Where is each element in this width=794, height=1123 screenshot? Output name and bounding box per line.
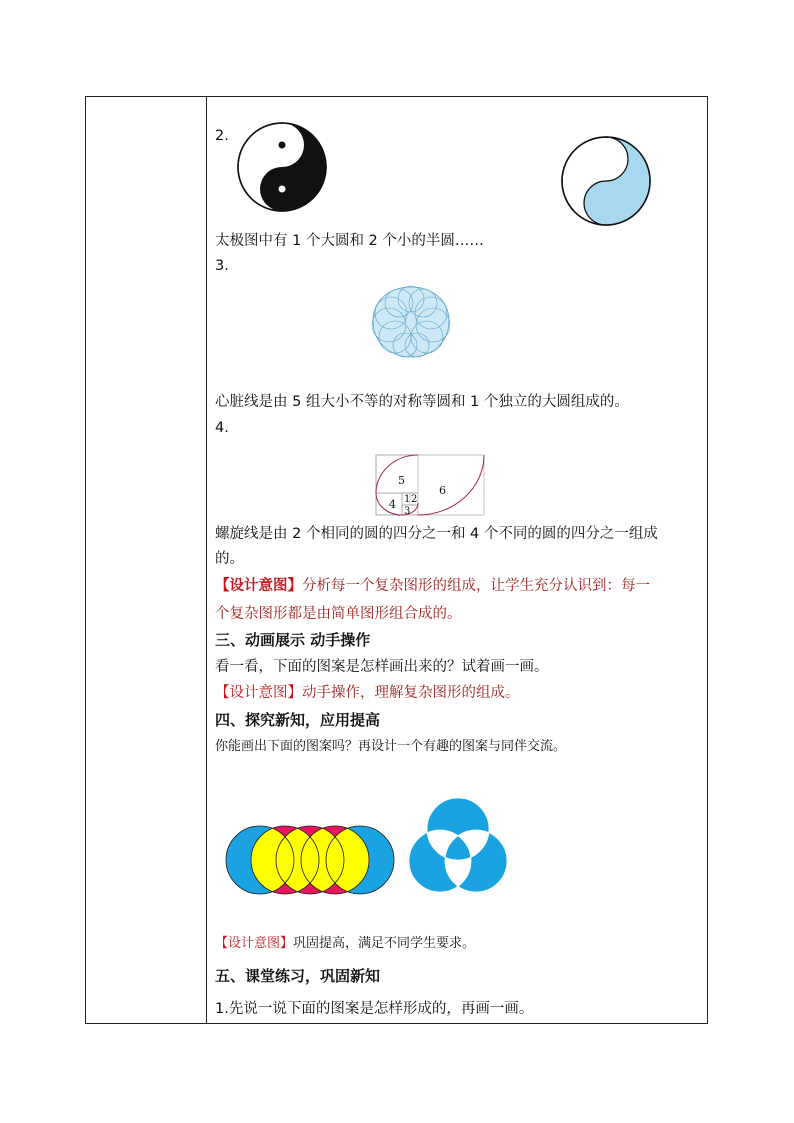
cardioid-caption: 心脏线是由 5 组大小不等的对称等圆和 1 个独立的大圆组成的。 — [215, 394, 629, 410]
section-5-text: 1.先说一说下面的图案是怎样形成的，再画一画。 — [215, 1001, 534, 1017]
section-3-intent — [215, 683, 520, 703]
section-4-intent — [215, 934, 475, 954]
design-intent-text: 动手操作，理解复杂图形的组成。 — [302, 685, 520, 701]
design-intent-text: 巩固提高，满足不同学生要求。 — [293, 936, 476, 951]
yin-yang-figure — [237, 122, 327, 212]
item-number-3: 3. — [215, 258, 229, 274]
design-intent-tag: 【设计意图】 — [215, 685, 302, 701]
section-5-heading: 五、课堂练习，巩固新知 — [215, 967, 381, 985]
yin-yang-outline-figure — [561, 136, 651, 226]
overlapping-rings-figure — [225, 825, 395, 895]
spiral-label-4: 4 — [389, 498, 396, 511]
section-3-text: 看一看，下面的图案是怎样画出来的？试着画一画。 — [215, 659, 549, 675]
design-intent-1-line2: 个复杂图形都是由简单图形组合成的。 — [215, 606, 462, 622]
spiral-label-3: 3 — [404, 506, 411, 517]
spiral-label-1: 1 — [404, 494, 411, 505]
three-circle-venn-figure — [408, 797, 508, 895]
yin-yang-caption: 太极图中有 1 个大圆和 2 个小的半圆…… — [215, 233, 484, 249]
column-divider — [206, 96, 207, 1024]
item-number-4: 4. — [215, 420, 229, 436]
spiral-caption-line2: 的。 — [215, 551, 244, 567]
design-intent-text: 分析每一个复杂图形的组成，让学生充分认识到：每一 — [302, 578, 650, 594]
design-intent-1-line1 — [215, 576, 650, 596]
design-intent-tag: 【设计意图】 — [215, 936, 294, 951]
spiral-label-2: 2 — [411, 494, 418, 505]
spiral-caption-line1: 螺旋线是由 2 个相同的圆的四分之一和 4 个不同的圆的四分之一组成 — [215, 526, 658, 542]
item-number-2: 2. — [215, 128, 229, 144]
design-intent-tag: 【设计意图】 — [215, 578, 302, 594]
section-4-heading: 四、探究新知，应用提高 — [215, 711, 381, 729]
section-4-text: 你能画出下面的图案吗？再设计一个有趣的图案与同伴交流。 — [215, 739, 567, 754]
spiral-label-5: 5 — [398, 474, 405, 487]
cardioid-figure — [371, 285, 451, 359]
spiral-label-6: 6 — [439, 484, 446, 497]
section-3-heading: 三、动画展示 动手操作 — [215, 631, 371, 649]
